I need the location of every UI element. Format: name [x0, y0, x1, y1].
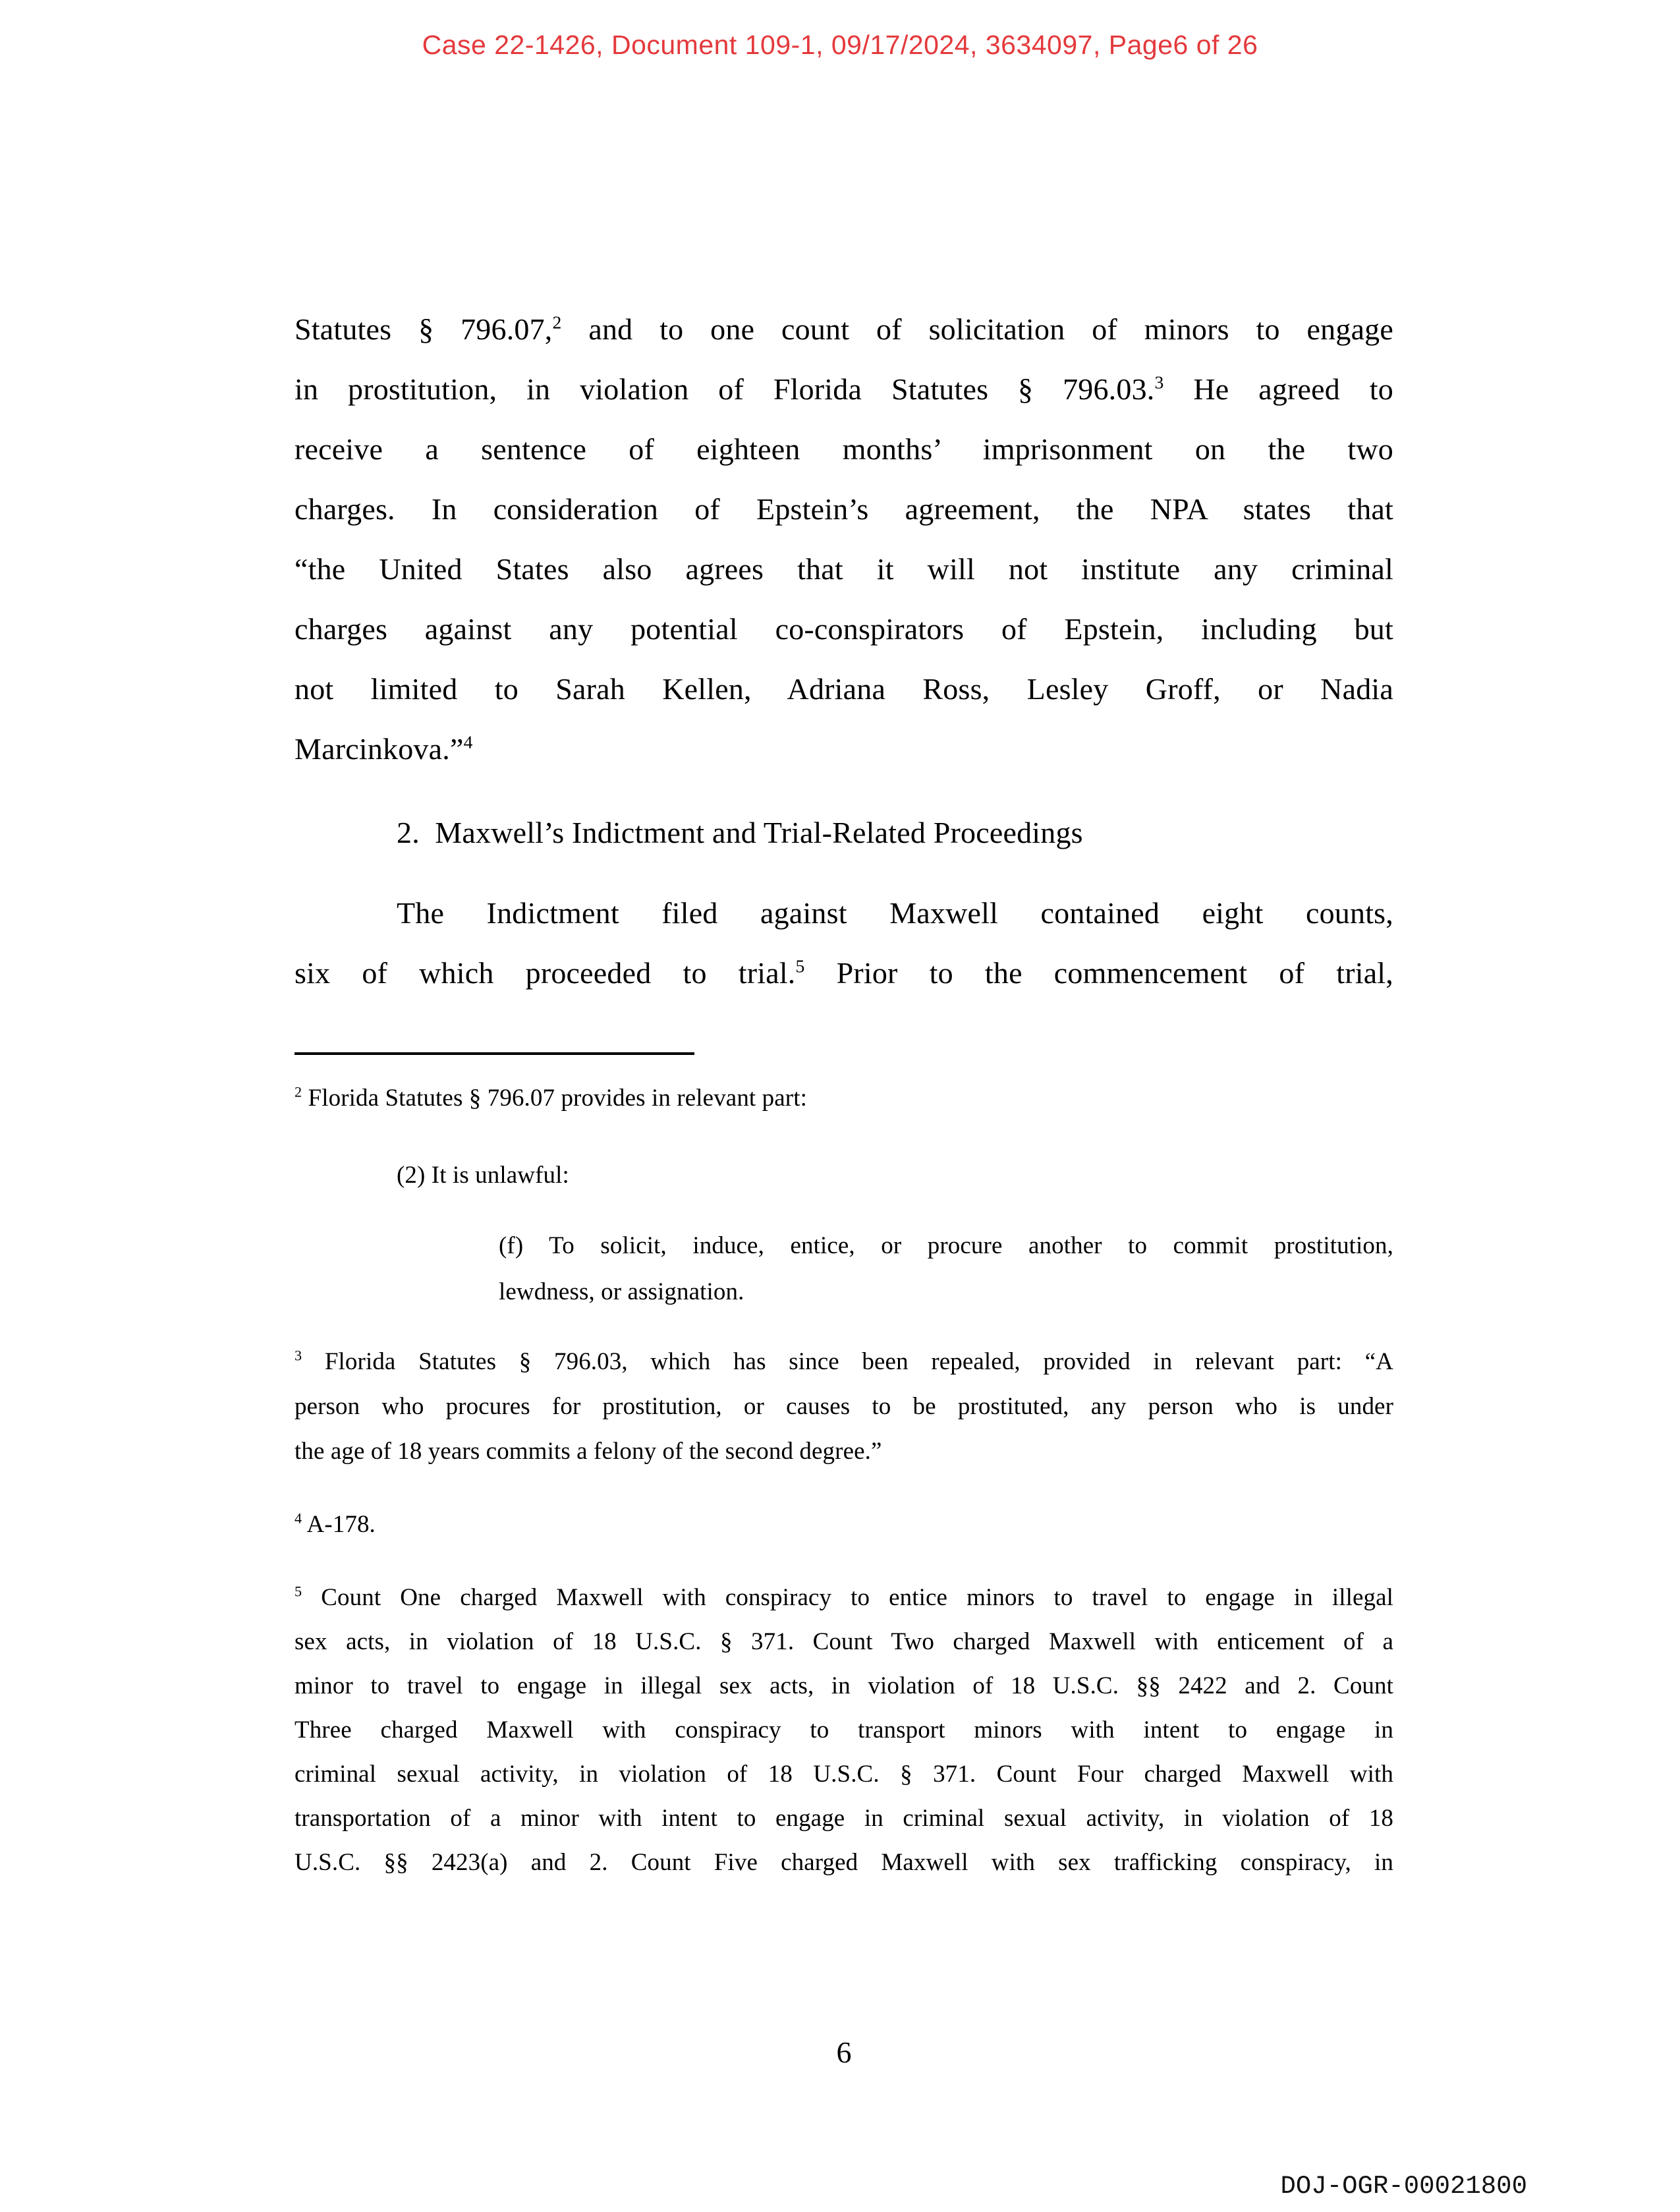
text-line: person who procures for prostitution, or causes to be prostituted, any person who is under	[294, 1393, 1393, 1420]
text-line: lewdness, or assignation.	[499, 1278, 744, 1305]
footnote-reference-mark: 4	[294, 1510, 302, 1527]
text-line: 2. Maxwell’s Indictment and Trial-Related Proceedings	[397, 816, 1083, 849]
text-line: $^4$ A-178.	[294, 1510, 376, 1538]
footnote-reference-mark: 4	[463, 731, 473, 752]
text-line: in prostitution, in violation of Florida Statutes § 796.03.$^3$ He agreed to	[294, 372, 1393, 406]
text-line: the age of 18 years commits a felony of the second degree.”	[294, 1438, 882, 1465]
bates-stamp: DOJ-OGR-00021800	[1280, 2172, 1527, 2201]
text-line: charges against any potential co-conspirators of Epstein, including but	[294, 612, 1393, 646]
footnote-reference-mark: 2	[552, 312, 562, 333]
footnote-reference-mark: 3	[1154, 372, 1164, 393]
text-line: not limited to Sarah Kellen, Adriana Ross, Lesley Groff, or Nadia	[294, 672, 1393, 706]
text-line: Statutes § 796.07,$^2$ and to one count of solicitation of minors to engage	[294, 312, 1394, 346]
text-line: (f) To solicit, induce, entice, or procure another to commit prostitution,	[499, 1232, 1393, 1259]
footnote-2-subsection	[294, 1152, 1393, 1199]
footnote-separator-rule	[294, 1052, 694, 1055]
text-line: $^2$ Florida Statutes § 796.07 provides in relevant part:	[294, 1083, 807, 1112]
text-line: U.S.C. §§ 2423(a) and 2. Count Five charged Maxwell with sex trafficking conspiracy, in	[294, 1849, 1393, 1876]
footnote-reference-mark: 5	[795, 955, 805, 977]
section-heading	[294, 803, 1393, 863]
footnote-3	[294, 1340, 1393, 1474]
text-line: $^5$ Count One charged Maxwell with conspiracy to entice minors to travel to engage in illegal	[294, 1583, 1393, 1611]
text-line: sex acts, in violation of 18 U.S.C. § 371. Count Two charged Maxwell with enticement of a	[294, 1628, 1393, 1655]
footnote-4	[294, 1502, 1393, 1548]
footnote-reference-mark: 3	[294, 1347, 302, 1364]
footnote-reference-mark: 5	[294, 1583, 302, 1600]
text-line: The Indictment filed against Maxwell contained eight counts,	[397, 896, 1393, 930]
body-paragraph-1	[294, 299, 1393, 779]
footnote-2-subsection-f	[294, 1223, 1393, 1315]
text-line: $^3$ Florida Statutes § 796.03, which has since been repealed, provided in relevant part: “A	[294, 1347, 1393, 1375]
text-line: criminal sexual activity, in violation of 18 U.S.C. § 371. Count Four charged Maxwell with	[294, 1761, 1393, 1788]
text-line: six of which proceeded to trial.$^5$ Prior to the commencement of trial,	[294, 955, 1393, 990]
case-caption-header: Case 22-1426, Document 109-1, 09/17/2024, 3634097, Page6 of 26	[422, 30, 1258, 60]
footnote-5	[294, 1575, 1393, 1885]
page-number: 6	[836, 2035, 852, 2069]
text-line: Three charged Maxwell with conspiracy to transport minors with intent to engage in	[294, 1716, 1393, 1744]
text-line: (2) It is unlawful:	[397, 1162, 569, 1189]
text-line: charges. In consideration of Epstein’s agreement, the NPA states that	[294, 492, 1393, 526]
text-line: Marcinkova.”$^4$	[294, 731, 473, 766]
text-line: “the United States also agrees that it will not institute any criminal	[294, 552, 1393, 586]
text-line: receive a sentence of eighteen months’ imprisonment on the two	[294, 432, 1393, 466]
text-line: minor to travel to engage in illegal sex acts, in violation of 18 U.S.C. §§ 2422 and 2. Count	[294, 1672, 1393, 1699]
body-paragraph-2	[294, 883, 1393, 1003]
text-line: transportation of a minor with intent to engage in criminal sexual activity, in violation of 18	[294, 1805, 1393, 1832]
footnote-reference-mark: 2	[294, 1083, 302, 1100]
footnote-2-intro	[294, 1075, 1393, 1121]
